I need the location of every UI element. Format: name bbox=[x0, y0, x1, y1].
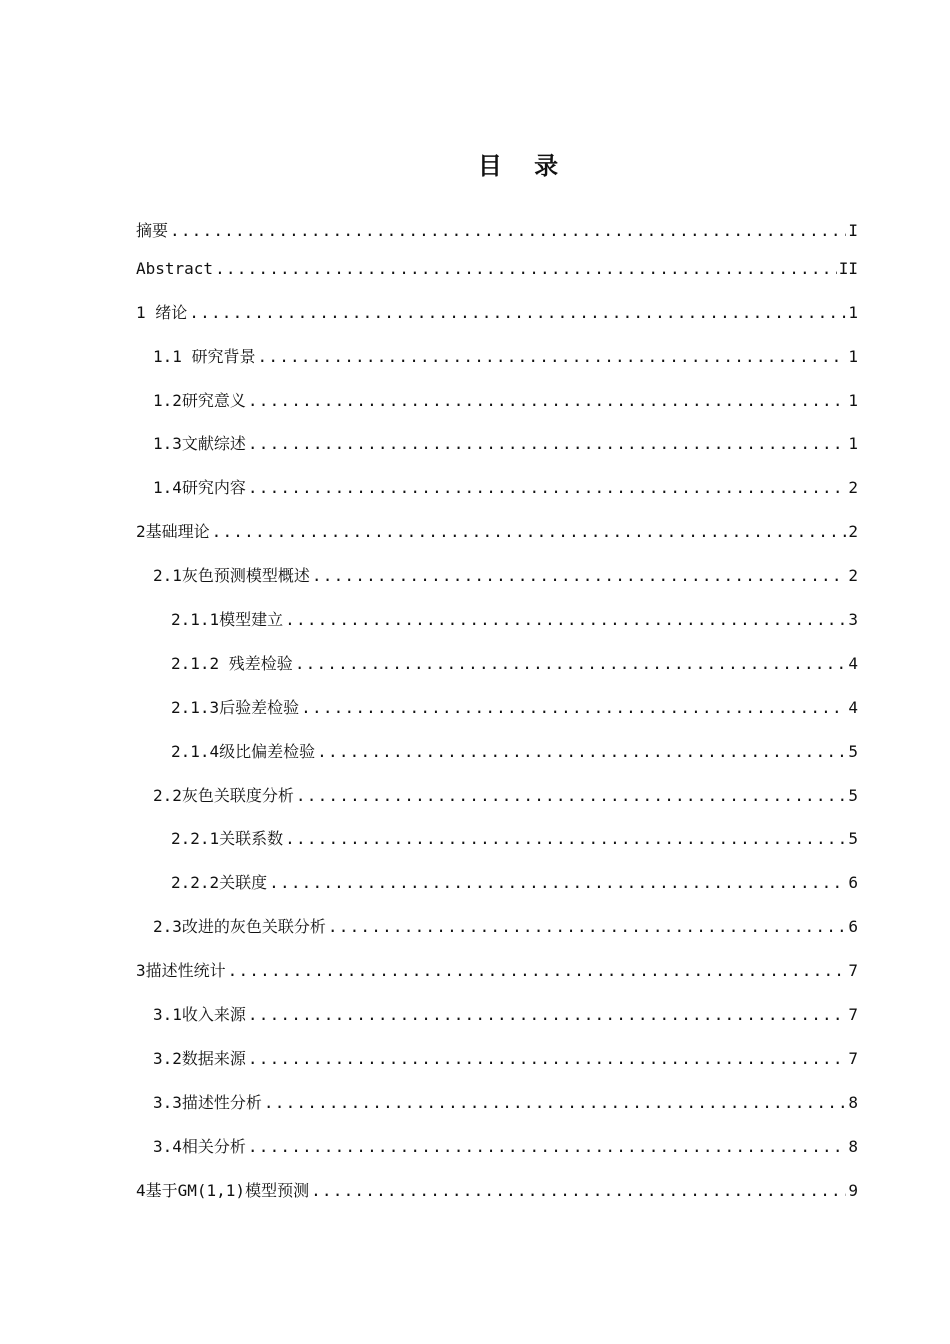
toc-page-number: 8 bbox=[848, 1092, 858, 1112]
toc-entry-label: 1.4研究内容 bbox=[153, 478, 246, 498]
toc-page-number: 1 bbox=[848, 434, 858, 454]
toc-entry-label: 1.3文献综述 bbox=[153, 434, 246, 454]
toc-entry-label: 1.1 研究背景 bbox=[153, 346, 256, 366]
toc-page-number: 6 bbox=[848, 917, 858, 937]
dot-leader bbox=[317, 742, 846, 762]
dot-leader bbox=[295, 654, 847, 674]
dot-leader bbox=[248, 391, 846, 411]
toc-page-number: 2 bbox=[848, 522, 858, 542]
toc-page-number: 5 bbox=[848, 741, 858, 761]
dot-leader bbox=[258, 347, 847, 367]
toc-page-number: I bbox=[848, 221, 858, 240]
toc-entry-label: 2.1.4级比偏差检验 bbox=[171, 741, 316, 761]
dot-leader bbox=[215, 259, 837, 279]
toc-entry-chapter-1[interactable] bbox=[136, 286, 858, 330]
dot-leader bbox=[248, 1005, 846, 1025]
dot-leader bbox=[248, 434, 846, 454]
dot-leader bbox=[328, 917, 846, 937]
dot-leader bbox=[228, 961, 847, 981]
toc-page-number: 8 bbox=[848, 1136, 858, 1156]
toc-entry-chapter-4[interactable] bbox=[136, 1164, 858, 1208]
toc-entry-section-3-4[interactable] bbox=[136, 1120, 858, 1164]
toc-page-number: 6 bbox=[848, 873, 858, 893]
toc-page-number: 4 bbox=[848, 697, 858, 717]
dot-leader bbox=[285, 610, 846, 630]
toc-page-number: 2 bbox=[848, 478, 858, 498]
toc-entry-section-2-3[interactable] bbox=[136, 900, 858, 944]
dot-leader bbox=[269, 873, 846, 893]
toc-entry-abstract-en[interactable] bbox=[136, 242, 858, 286]
toc-entry-label: 2.1.2 残差检验 bbox=[171, 653, 293, 673]
toc-entry-section-2-2-2[interactable] bbox=[136, 856, 858, 900]
toc-entry-label: 3描述性统计 bbox=[136, 961, 226, 981]
toc-page-number: 5 bbox=[848, 785, 858, 805]
toc-entry-label: 2.1灰色预测模型概述 bbox=[153, 566, 310, 586]
toc-entry-section-2-1-1[interactable] bbox=[136, 593, 858, 637]
dot-leader bbox=[248, 478, 846, 498]
toc-entry-section-2-1-2[interactable] bbox=[136, 637, 858, 681]
toc-entry-chapter-2[interactable] bbox=[136, 505, 858, 549]
toc-entry-section-1-3[interactable] bbox=[136, 418, 858, 462]
toc-page-number: 7 bbox=[848, 961, 858, 981]
toc-entry-label: 2.1.3后验差检验 bbox=[171, 697, 300, 717]
toc-page-number: 1 bbox=[848, 390, 858, 410]
toc-page-number: 4 bbox=[848, 653, 858, 673]
page-title: 目 录 bbox=[477, 152, 571, 180]
dot-leader bbox=[296, 786, 846, 806]
dot-leader bbox=[301, 698, 846, 718]
dot-leader bbox=[189, 303, 846, 323]
toc-entry-section-2-2[interactable] bbox=[136, 769, 858, 813]
toc-entry-section-3-2[interactable] bbox=[136, 1032, 858, 1076]
toc-entry-section-2-1-4[interactable] bbox=[136, 725, 858, 769]
toc-entry-label: 2.2灰色关联度分析 bbox=[153, 785, 294, 805]
toc-entry-label: 2.2.1关联系数 bbox=[171, 829, 284, 849]
dot-leader bbox=[170, 221, 846, 241]
toc-page-number: 7 bbox=[848, 1048, 858, 1068]
toc-entry-section-3-1[interactable] bbox=[136, 988, 858, 1032]
toc-entry-section-2-1[interactable] bbox=[136, 549, 858, 593]
dot-leader bbox=[264, 1093, 846, 1113]
toc-page-number: 7 bbox=[848, 1005, 858, 1025]
toc-entry-label: 1.2研究意义 bbox=[153, 390, 246, 410]
toc-entry-section-1-4[interactable] bbox=[136, 461, 858, 505]
dot-leader bbox=[248, 1049, 846, 1069]
toc-entry-label: 1 绪论 bbox=[136, 302, 188, 322]
toc-page-number: II bbox=[838, 258, 858, 278]
toc-entry-section-3-3[interactable] bbox=[136, 1076, 858, 1120]
toc-page-number: 1 bbox=[848, 346, 858, 366]
toc-entry-label: 3.3描述性分析 bbox=[153, 1092, 262, 1112]
toc-entry-label: 4基于GM(1,1)模型预测 bbox=[136, 1180, 310, 1200]
toc-entry-label: 摘要 bbox=[136, 221, 169, 240]
toc-entry-label: Abstract bbox=[136, 258, 214, 278]
dot-leader bbox=[212, 522, 847, 542]
toc-entry-label: 3.4相关分析 bbox=[153, 1136, 246, 1156]
toc-entry-label: 2.3改进的灰色关联分析 bbox=[153, 917, 326, 937]
toc-page-number: 5 bbox=[848, 829, 858, 849]
toc-page-number: 2 bbox=[848, 566, 858, 586]
toc-entry-label: 2.2.2关联度 bbox=[171, 873, 268, 893]
dot-leader bbox=[311, 1181, 846, 1201]
dot-leader bbox=[248, 1137, 846, 1157]
toc-entry-chapter-3[interactable] bbox=[136, 944, 858, 988]
toc-entry-section-1-1[interactable] bbox=[136, 330, 858, 374]
toc-entry-section-2-1-3[interactable] bbox=[136, 681, 858, 725]
toc-entry-section-2-2-1[interactable] bbox=[136, 813, 858, 857]
toc-entry-abstract-cn[interactable] bbox=[136, 212, 858, 242]
dot-leader bbox=[312, 566, 846, 586]
toc-entry-label: 3.1收入来源 bbox=[153, 1005, 246, 1025]
toc-page-number: 9 bbox=[848, 1180, 858, 1200]
toc-entry-label: 2基础理论 bbox=[136, 522, 210, 542]
toc-page-number: 3 bbox=[848, 610, 858, 630]
table-of-contents bbox=[136, 212, 858, 1208]
dot-leader bbox=[285, 829, 846, 849]
toc-entry-section-1-2[interactable] bbox=[136, 374, 858, 418]
toc-page-number: 1 bbox=[848, 302, 858, 322]
toc-entry-label: 2.1.1模型建立 bbox=[171, 610, 284, 630]
toc-entry-label: 3.2数据来源 bbox=[153, 1048, 246, 1068]
